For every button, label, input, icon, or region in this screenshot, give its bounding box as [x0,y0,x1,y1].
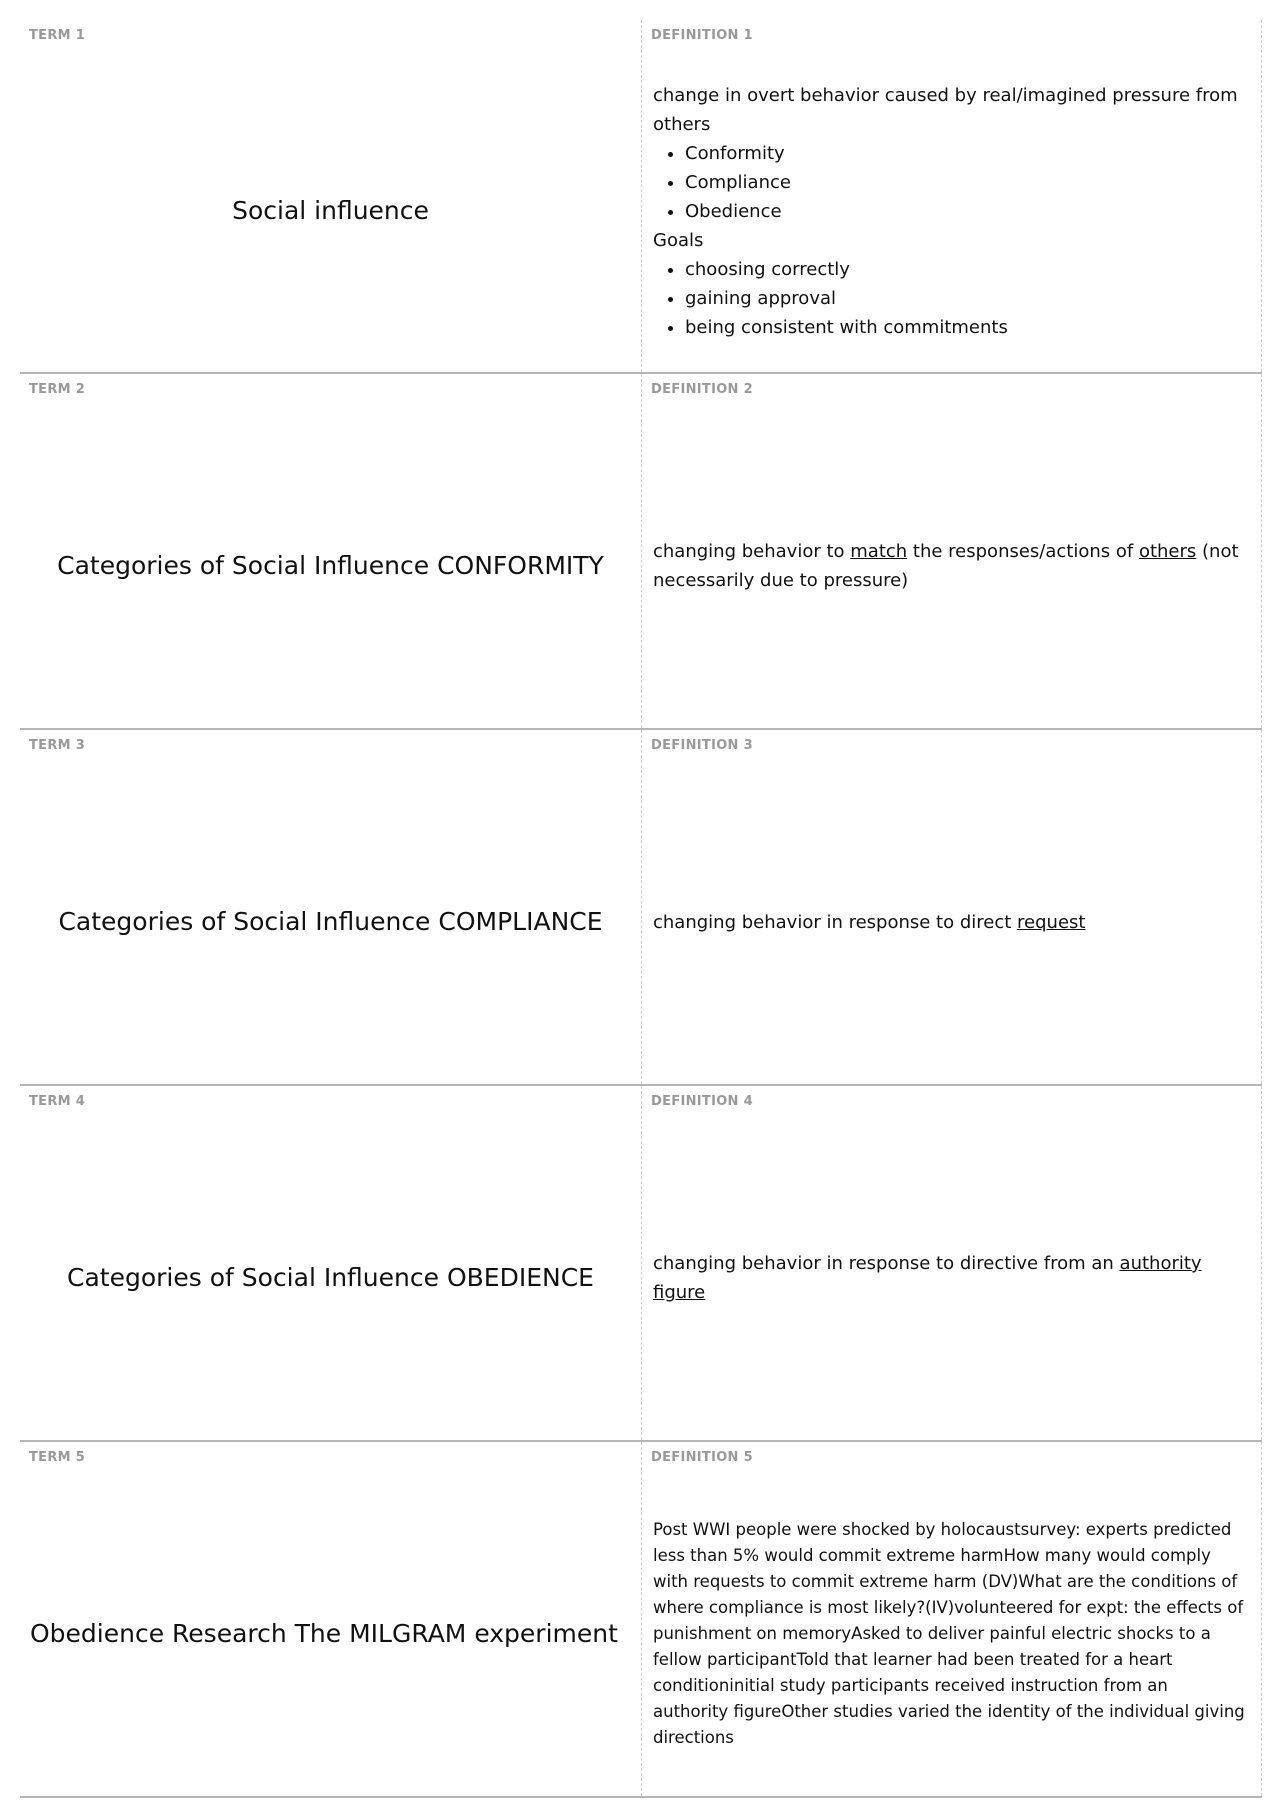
flashcard-sheet [20,20,1262,1798]
definition-cell [641,1442,1262,1796]
term-label: TERM 2 [29,382,86,397]
term-text: Social influence [232,196,429,225]
categories-list [653,139,1247,226]
list-item: • gaining approval [685,284,1247,313]
term-label: TERM 1 [29,28,86,43]
term-cell [20,730,641,1084]
term-text: Categories of Social Influence OBEDIENCE [67,1263,594,1292]
list-item: • Conformity [685,139,1247,168]
term-label: TERM 4 [29,1094,86,1109]
underlined-term: others [1138,541,1197,562]
definition-label: DEFINITION 3 [651,738,753,753]
text-run: changing behavior to [653,541,851,562]
list-item: • Obedience [685,197,1247,226]
list-item: • choosing correctly [685,255,1247,284]
definition-text [653,1116,1247,1440]
definition-intro: change in overt behavior caused by real/imagined pressure from others [653,84,1238,135]
list-item: • Compliance [685,168,1247,197]
definition-label: DEFINITION 5 [651,1450,753,1465]
card-row-2 [20,374,1262,730]
text-run: changing behavior in response to directive from an [653,1253,1120,1274]
term-text: Categories of Social Influence COMPLIANCE [58,907,603,936]
underlined-term: request [1017,911,1086,933]
term-text: Categories of Social Influence CONFORMITY [57,551,604,580]
underlined-term: match [850,541,908,562]
card-row-1 [20,20,1262,374]
definition-text [653,760,1247,1084]
definition-label: DEFINITION 2 [651,382,753,397]
underlined-term: authority figure [653,1253,1202,1303]
text-run: changing behavior in response to direct [653,911,1018,933]
definition-text [653,50,1247,372]
definition-text [653,404,1247,728]
goals-list [653,255,1247,342]
list-item: • being consistent with commitments [685,313,1247,342]
card-row-5 [20,1442,1262,1798]
term-cell [20,1442,641,1796]
term-label: TERM 3 [29,738,86,753]
term-cell [20,374,641,728]
definition-cell [641,374,1262,728]
term-cell [20,1086,641,1440]
goals-heading: Goals [653,229,704,251]
definition-paragraph: Post WWI people were shocked by holocaustsurvey: experts predicted less than 5% would commit extreme harmHow many would comply with requests to commit extreme harm (DV)What are the conditions of where compliance is most likely?(IV)volunteered for expt: the effects of punishment on memoryAsked to deliver painful electric shocks to a fellow participantTold that learner had been treated for a heart conditioninitial study participants received instruction from an authority figureOther studies varied the identity of the individual giving directions [653,1520,1245,1747]
definition-label: DEFINITION 1 [651,28,753,43]
definition-text [653,1472,1247,1796]
card-row-4 [20,1086,1262,1442]
definition-cell [641,730,1262,1084]
text-run: the responses/actions of [907,541,1139,562]
card-row-3 [20,730,1262,1086]
definition-cell [641,20,1262,372]
definition-cell [641,1086,1262,1440]
definition-label: DEFINITION 4 [651,1094,753,1109]
term-cell [20,20,641,372]
term-text: Obedience Research The MILGRAM experiment [30,1619,618,1648]
text-run: (not necessarily due to pressure) [653,541,1239,591]
term-label: TERM 5 [29,1450,86,1465]
